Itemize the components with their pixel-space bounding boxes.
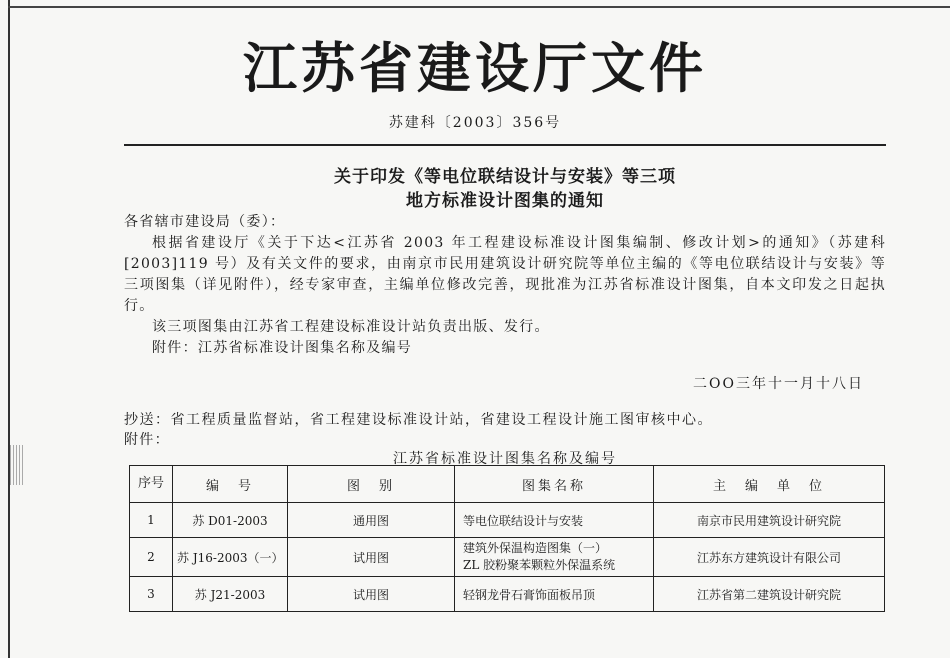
header-rule	[124, 144, 886, 146]
header-category: 图 别	[288, 466, 455, 503]
row-category: 试用图	[288, 577, 455, 612]
document-header: 江苏省建设厅文件	[243, 36, 707, 100]
issue-date: 二OO三年十一月十八日	[693, 376, 864, 392]
addressee: 各省辖市建设局（委）：	[124, 214, 286, 230]
header-code: 编 号	[173, 466, 288, 503]
row-no: 3	[130, 577, 173, 612]
table-header-row	[130, 466, 885, 503]
table-row	[130, 503, 885, 538]
row-editor: 江苏省第二建筑设计研究院	[654, 577, 885, 612]
row-name-line-2: ZL 胶粉聚苯颗粒外保温系统	[463, 558, 616, 572]
row-no: 2	[130, 538, 173, 577]
body-paragraph-1: 根据省建设厅《关于下达<江苏省 2003 年工程建设标准设计图集编制、修改计划>的通知》（苏建科[2003]119 号）及有关文件的要求，由南京市民用建筑设计研究院等单位主编的《等电位联结设计与安装》等三项图集（详见附件），经专家审查，主编单位修改完善，现批准为江苏省标准设计图集，自本文印发之日起执行。	[124, 235, 886, 314]
table-row	[130, 577, 885, 612]
row-no: 1	[130, 503, 173, 538]
row-editor: 南京市民用建筑设计研究院	[654, 503, 885, 538]
row-name-line-1: 建筑外保温构造图集（一）	[463, 541, 608, 555]
header-editor: 主 编 单 位	[654, 466, 885, 503]
row-editor: 江苏东方建筑设计有限公司	[654, 538, 885, 577]
scan-border-top	[8, 6, 950, 8]
notice-title-line-1: 关于印发《等电位联结设计与安装》等三项	[334, 167, 676, 187]
row-name	[455, 538, 654, 577]
atlas-index-table	[129, 465, 885, 612]
header-name: 图集名称	[455, 466, 654, 503]
attachment-line: 附件：江苏省标准设计图集名称及编号	[152, 340, 413, 356]
table-row	[130, 538, 885, 577]
row-name: 轻钢龙骨石膏饰面板吊顶	[455, 577, 654, 612]
row-category: 通用图	[288, 503, 455, 538]
notice-title-line-2: 地方标准设计图集的通知	[406, 191, 604, 211]
header-no: 序号	[130, 466, 173, 503]
attachment-label: 附件：	[124, 432, 170, 448]
cc-line: 抄送：省工程质量监督站，省工程建设标准设计站，省建设工程设计施工图审核中心。	[124, 412, 713, 428]
row-name: 等电位联结设计与安装	[455, 503, 654, 538]
document-number: 苏建科〔2003〕356号	[388, 115, 562, 131]
row-code: 苏 J21-2003	[173, 577, 288, 612]
body-paragraph-2: 该三项图集由江苏省工程建设标准设计站负责出版、发行。	[152, 319, 550, 335]
row-code: 苏 J16-2003（一）	[173, 538, 288, 577]
table-title: 江苏省标准设计图集名称及编号	[393, 451, 617, 467]
row-code: 苏 D01-2003	[173, 503, 288, 538]
row-category: 试用图	[288, 538, 455, 577]
